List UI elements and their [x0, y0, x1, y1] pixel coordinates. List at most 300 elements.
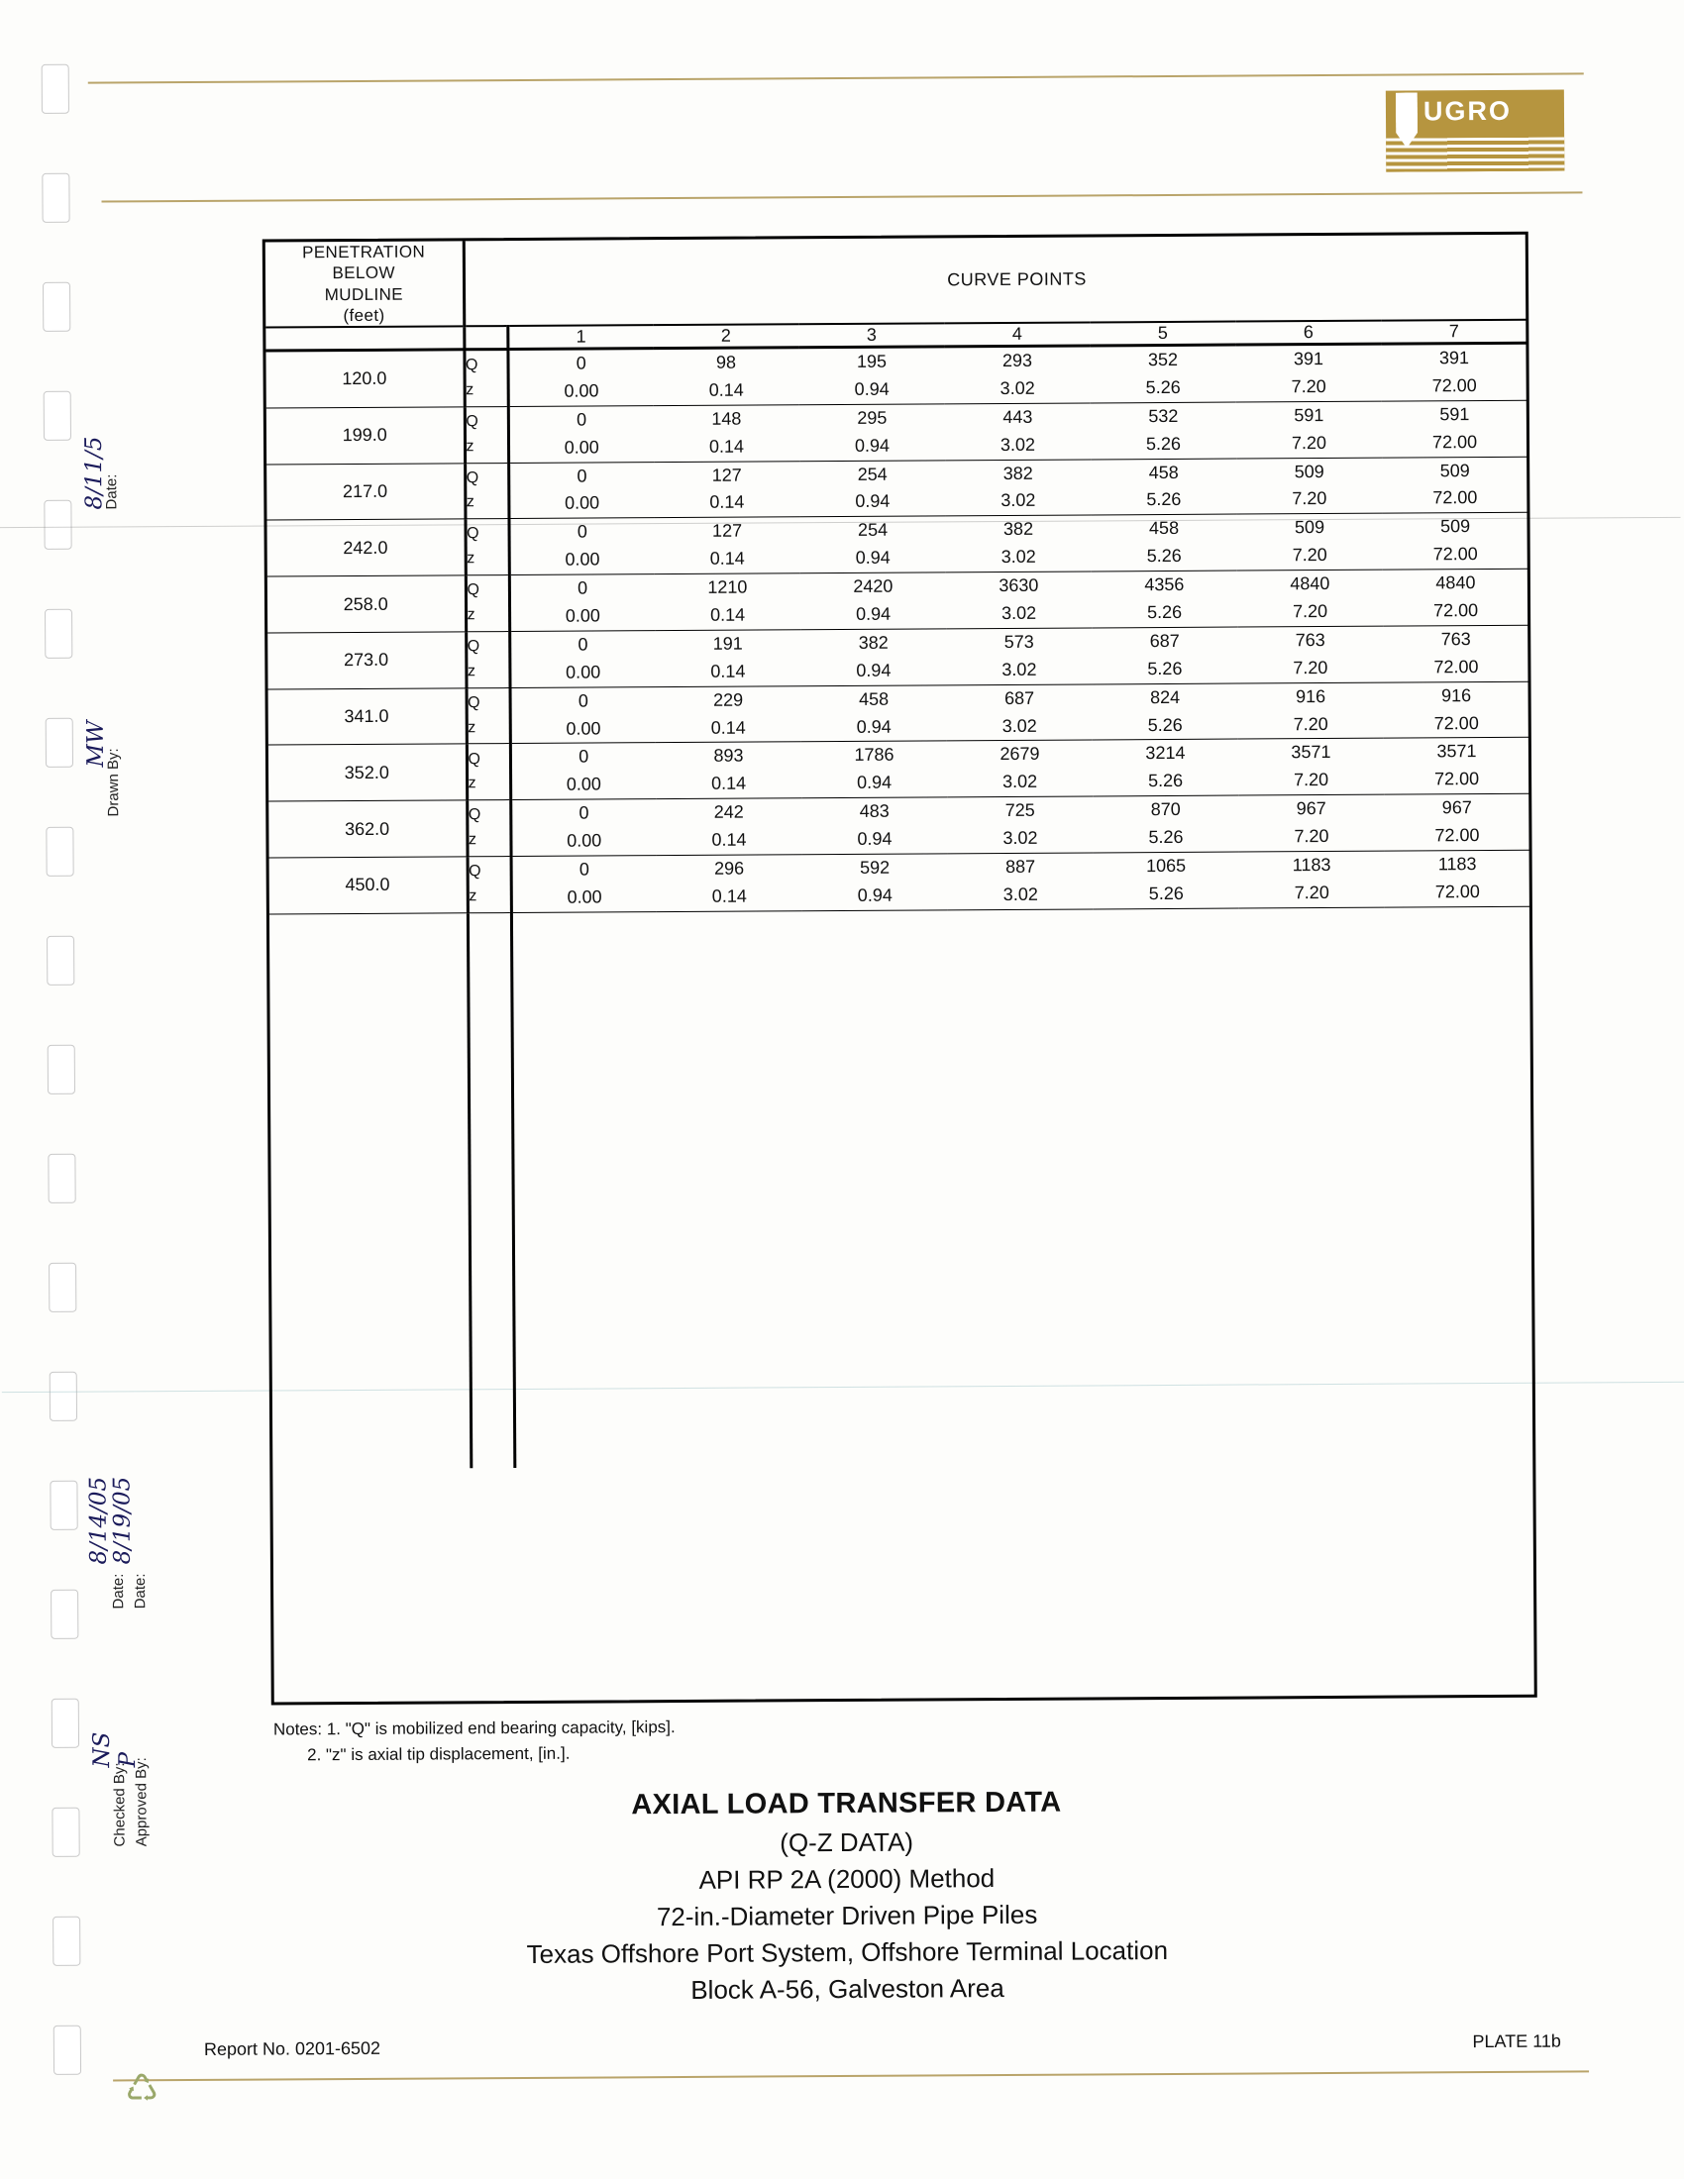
value-z: 0.00 — [564, 437, 599, 458]
value-q: 2679 — [1000, 744, 1040, 765]
label-z: z — [467, 606, 475, 624]
header-point-1: 1 — [507, 325, 653, 349]
value-z: 0.14 — [709, 548, 745, 570]
value-z: 7.20 — [1294, 882, 1329, 903]
value-z: 0.94 — [855, 547, 891, 569]
label-q: Q — [465, 357, 478, 374]
margin-approvedby-handwriting: P — [115, 1751, 142, 1768]
value-q: 916 — [1441, 684, 1472, 705]
margin-approvedby-label: Approved By: — [133, 1757, 151, 1847]
value-q: 296 — [714, 858, 745, 879]
header-point-7: 7 — [1381, 320, 1526, 344]
table-row — [268, 738, 1529, 802]
value-z: 0.00 — [566, 774, 601, 795]
value-q: 2420 — [853, 575, 894, 597]
label-z: z — [466, 381, 474, 399]
value-q: 382 — [1002, 519, 1034, 540]
value-q: 1183 — [1437, 854, 1477, 875]
header-qz-spacer — [464, 241, 508, 326]
value-q: 0 — [576, 353, 586, 373]
value-z: 5.26 — [1147, 714, 1183, 735]
cell-penetration-depth: 362.0 — [268, 800, 467, 858]
cell-curve-point-4 — [945, 460, 1091, 517]
cell-curve-point-6 — [1236, 514, 1382, 572]
value-z: 0.14 — [711, 885, 747, 906]
cell-curve-point-3 — [800, 572, 946, 630]
value-z: 0.94 — [854, 435, 891, 456]
label-z: z — [467, 663, 475, 680]
cell-curve-point-7 — [1382, 513, 1527, 571]
value-z: 0.14 — [710, 661, 746, 681]
cell-qz-labels — [465, 463, 508, 519]
value-q: 4840 — [1435, 572, 1476, 593]
value-q: 687 — [1149, 630, 1180, 651]
report-number: Report No. 0201-6502 — [203, 2037, 381, 2059]
value-z: 0.00 — [565, 492, 600, 514]
margin-date-handwriting: 8/11/5 — [80, 436, 108, 510]
value-q: 483 — [859, 800, 890, 822]
cell-curve-point-7 — [1383, 569, 1528, 626]
value-z: 7.20 — [1293, 713, 1328, 734]
value-z: 72.00 — [1433, 712, 1479, 733]
cell-penetration-depth: 273.0 — [267, 632, 466, 689]
cell-penetration-depth: 450.0 — [269, 857, 468, 914]
title-block — [4, 1783, 1684, 2010]
cell-curve-point-2 — [654, 461, 799, 518]
value-z: 5.26 — [1145, 376, 1181, 398]
label-q: Q — [468, 694, 480, 712]
label-z: z — [469, 887, 477, 905]
cell-curve-point-2 — [655, 573, 800, 631]
cell-qz-labels — [465, 406, 508, 463]
cell-curve-point-2 — [656, 798, 801, 856]
value-z: 0.94 — [857, 773, 893, 793]
value-q: 532 — [1148, 405, 1179, 426]
value-z: 7.20 — [1294, 826, 1329, 847]
value-q: 3571 — [1291, 742, 1331, 763]
cell-curve-point-3 — [799, 460, 945, 517]
value-z: 0.14 — [711, 829, 747, 850]
header-curve-points: CURVE POINTS — [507, 235, 1527, 326]
cell-curve-point-7 — [1383, 681, 1528, 739]
value-q: 293 — [1001, 350, 1033, 370]
value-z: 0.14 — [710, 717, 746, 738]
table-row — [268, 681, 1529, 746]
cell-curve-point-1 — [508, 405, 654, 463]
cell-curve-point-6 — [1236, 458, 1382, 515]
cell-curve-point-2 — [657, 855, 802, 912]
value-z: 0.94 — [856, 716, 892, 737]
footer-rule — [113, 2070, 1589, 2081]
value-z: 0.94 — [855, 491, 891, 512]
margin-annotations — [80, 301, 159, 1846]
value-q: 0 — [577, 409, 587, 430]
value-q: 191 — [712, 633, 743, 654]
recycle-icon: ♺ — [125, 2068, 159, 2111]
cell-qz-labels — [466, 631, 509, 687]
cell-curve-point-1 — [509, 631, 655, 688]
value-z: 5.26 — [1145, 433, 1182, 454]
value-q: 573 — [1003, 631, 1034, 652]
value-q: 591 — [1294, 404, 1324, 425]
value-z: 0.14 — [709, 604, 746, 625]
value-q: 0 — [578, 634, 588, 655]
value-z: 72.00 — [1431, 374, 1477, 396]
title-line-5: Texas Offshore Port System, Offshore Terminal Location — [526, 1935, 1169, 1969]
value-z: 72.00 — [1434, 769, 1480, 789]
value-z: 0.00 — [566, 662, 601, 682]
value-q: 4840 — [1290, 573, 1330, 594]
value-z: 0.00 — [566, 718, 601, 739]
fugro-logo — [1386, 90, 1564, 172]
cell-curve-point-4 — [946, 628, 1092, 685]
cell-penetration-depth: 341.0 — [268, 687, 467, 745]
cell-curve-point-6 — [1235, 344, 1381, 402]
margin-drawnby-handwriting: MW — [82, 720, 109, 768]
cell-curve-point-3 — [801, 797, 947, 855]
cell-penetration-depth: 352.0 — [268, 744, 467, 801]
table-row — [269, 850, 1530, 914]
cell-curve-point-5 — [1093, 795, 1238, 853]
header-point-3: 3 — [798, 323, 944, 347]
cell-curve-point-2 — [655, 630, 800, 687]
value-z: 5.26 — [1147, 658, 1183, 678]
value-z: 7.20 — [1292, 545, 1327, 566]
cell-curve-point-6 — [1236, 401, 1382, 459]
value-z: 0.00 — [564, 380, 599, 401]
label-q: Q — [468, 750, 480, 768]
value-q: 254 — [857, 520, 889, 541]
value-z: 0.94 — [857, 828, 893, 850]
title-line-6: Block A-56, Galveston Area — [690, 1973, 1004, 2005]
margin-checked-date-label: Date: — [109, 1573, 128, 1610]
label-z: z — [466, 437, 474, 455]
value-q: 509 — [1439, 460, 1470, 480]
cell-curve-point-7 — [1384, 738, 1529, 795]
value-q: 458 — [858, 688, 890, 709]
value-z: 72.00 — [1433, 656, 1479, 677]
value-q: 0 — [579, 747, 589, 768]
table-header-row-top — [265, 235, 1527, 328]
cell-curve-point-7 — [1382, 400, 1527, 458]
table-empty-region — [269, 906, 1533, 1469]
header-point-2: 2 — [653, 324, 798, 348]
label-q: Q — [466, 413, 478, 431]
value-q: 0 — [577, 466, 587, 486]
cell-curve-point-1 — [510, 743, 656, 800]
value-z: 0.00 — [565, 549, 600, 570]
cell-curve-point-3 — [799, 404, 945, 462]
label-z: z — [468, 718, 476, 736]
label-q: Q — [469, 863, 481, 881]
table-row — [268, 794, 1529, 859]
value-q: 391 — [1438, 348, 1470, 368]
cell-penetration-depth: 120.0 — [265, 350, 464, 408]
header-point-4: 4 — [944, 322, 1090, 346]
cell-curve-point-6 — [1238, 682, 1384, 740]
value-q: 127 — [711, 465, 742, 485]
table-row — [266, 457, 1527, 521]
cell-curve-point-3 — [799, 516, 945, 573]
value-q: 229 — [713, 689, 744, 710]
cell-curve-point-4 — [947, 684, 1093, 742]
cell-curve-point-5 — [1092, 627, 1237, 684]
value-z: 72.00 — [1434, 881, 1480, 902]
value-q: 148 — [711, 408, 742, 429]
cell-curve-point-5 — [1090, 345, 1235, 403]
value-z: 72.00 — [1431, 431, 1478, 453]
table-row — [266, 513, 1527, 577]
value-q: 391 — [1293, 349, 1324, 369]
cell-curve-point-4 — [946, 572, 1092, 629]
value-q: 0 — [577, 521, 587, 542]
cell-curve-point-3 — [801, 685, 947, 743]
value-z: 7.20 — [1293, 657, 1328, 678]
title-line-4: 72-in.-Diameter Driven Pipe Piles — [656, 1899, 1038, 1932]
cell-curve-point-4 — [945, 403, 1091, 461]
cell-qz-labels — [467, 800, 510, 857]
cell-curve-point-5 — [1093, 683, 1238, 741]
header-spacer-left — [265, 326, 464, 351]
value-q: 725 — [1004, 800, 1035, 821]
value-z: 0.94 — [854, 378, 890, 399]
cell-curve-point-4 — [944, 346, 1090, 404]
value-z: 3.02 — [1000, 547, 1036, 568]
value-q: 870 — [1150, 799, 1181, 820]
cell-curve-point-4 — [947, 740, 1093, 797]
value-q: 967 — [1296, 798, 1326, 819]
value-z: 5.26 — [1146, 489, 1182, 510]
title-line-1: AXIAL LOAD TRANSFER DATA — [631, 1786, 1062, 1821]
title-line-2: (Q-Z DATA) — [780, 1826, 914, 1858]
margin-date-label: Date: — [103, 473, 121, 510]
value-z: 0.14 — [708, 379, 744, 400]
value-q: 916 — [1295, 685, 1326, 706]
cell-curve-point-2 — [656, 685, 801, 743]
value-z: 3.02 — [1000, 490, 1036, 511]
header-point-5: 5 — [1090, 322, 1235, 346]
cell-penetration-depth: 242.0 — [266, 519, 465, 576]
cell-qz-labels — [468, 857, 511, 913]
cell-curve-point-5 — [1093, 740, 1238, 797]
value-z: 5.26 — [1148, 827, 1184, 848]
cell-curve-point-1 — [509, 574, 655, 632]
value-q: 824 — [1149, 686, 1181, 707]
cell-curve-point-5 — [1091, 402, 1236, 460]
value-z: 72.00 — [1432, 600, 1479, 621]
value-q: 1210 — [707, 576, 748, 597]
margin-drawnby-label: Drawn By: — [104, 748, 123, 817]
cell-curve-point-2 — [653, 348, 798, 406]
cell-curve-point-1 — [510, 799, 656, 857]
cell-curve-point-3 — [800, 629, 946, 686]
value-z: 7.20 — [1294, 770, 1329, 790]
value-q: 458 — [1148, 518, 1180, 539]
value-z: 5.26 — [1148, 883, 1184, 904]
value-q: 458 — [1148, 462, 1179, 482]
value-q: 0 — [579, 802, 589, 823]
value-q: 0 — [578, 577, 588, 598]
label-z: z — [466, 493, 474, 511]
value-q: 382 — [858, 632, 889, 653]
cell-curve-point-2 — [656, 742, 801, 799]
value-q: 195 — [856, 351, 888, 371]
value-q: 3571 — [1436, 741, 1477, 762]
value-q: 295 — [857, 407, 888, 428]
value-q: 0 — [579, 859, 589, 880]
value-z: 5.26 — [1148, 771, 1184, 791]
cell-qz-labels — [466, 575, 509, 632]
value-q: 1183 — [1292, 855, 1331, 876]
label-q: Q — [466, 468, 479, 486]
value-z: 5.26 — [1146, 601, 1183, 623]
value-q: 352 — [1147, 349, 1179, 370]
table-row — [266, 400, 1527, 465]
value-z: 0.94 — [856, 660, 892, 680]
margin-checkedby-handwriting: NS — [88, 1731, 116, 1768]
cell-qz-labels — [464, 350, 507, 407]
value-q: 509 — [1439, 516, 1471, 537]
value-z: 72.00 — [1434, 825, 1480, 846]
label-q: Q — [467, 525, 479, 543]
value-z: 3.02 — [1002, 772, 1038, 792]
margin-checked-date-handwriting: 8/14/05 — [85, 1476, 112, 1565]
label-q: Q — [467, 638, 480, 656]
value-z: 3.02 — [1000, 434, 1036, 455]
notes-block — [273, 1715, 676, 1767]
value-q: 763 — [1295, 629, 1325, 651]
value-q: 967 — [1441, 797, 1472, 818]
cell-curve-point-1 — [510, 686, 656, 744]
value-q: 0 — [578, 690, 588, 711]
value-q: 1786 — [854, 745, 895, 766]
label-z: z — [468, 831, 477, 849]
cell-curve-point-4 — [945, 515, 1091, 572]
table-row — [267, 625, 1528, 689]
table-row — [267, 569, 1528, 633]
value-z: 3.02 — [1000, 602, 1037, 624]
value-z: 7.20 — [1292, 601, 1328, 622]
cell-curve-point-6 — [1238, 739, 1384, 796]
cell-curve-point-3 — [801, 741, 947, 798]
value-z: 0.94 — [857, 884, 893, 905]
header-rule-bottom — [102, 191, 1583, 202]
note-line-2: 2. "z" is axial tip displacement, [in.]. — [307, 1743, 571, 1764]
value-q: 382 — [1002, 463, 1033, 483]
value-q: 887 — [1005, 856, 1036, 878]
value-z: 0.00 — [567, 886, 602, 907]
axial-load-transfer-table — [263, 232, 1537, 1706]
value-q: 509 — [1294, 461, 1324, 481]
value-z: 0.14 — [709, 492, 745, 513]
value-q: 893 — [713, 746, 744, 767]
label-q: Q — [468, 806, 481, 824]
value-q: 592 — [860, 857, 891, 878]
value-q: 4356 — [1144, 574, 1185, 595]
header-rule-top — [88, 72, 1584, 83]
cell-curve-point-2 — [654, 405, 799, 463]
value-z: 7.20 — [1291, 432, 1327, 453]
fugro-logo-text: UGRO — [1422, 95, 1513, 127]
cell-curve-point-3 — [802, 854, 948, 911]
header-penetration: PENETRATION BELOW MUDLINE (feet) — [265, 241, 465, 327]
value-q: 242 — [713, 801, 744, 823]
cell-curve-point-6 — [1238, 794, 1384, 852]
value-z: 72.00 — [1432, 544, 1478, 565]
table-row — [265, 343, 1526, 408]
cell-curve-point-5 — [1091, 514, 1236, 572]
cell-curve-point-2 — [654, 517, 799, 574]
cell-curve-point-6 — [1239, 851, 1385, 908]
title-line-3: API RP 2A (2000) Method — [698, 1863, 996, 1895]
value-z: 72.00 — [1432, 487, 1478, 508]
cell-curve-point-6 — [1237, 570, 1383, 627]
header-point-6: 6 — [1235, 321, 1381, 345]
cell-curve-point-7 — [1383, 625, 1528, 682]
cell-curve-point-3 — [798, 347, 944, 405]
value-q: 1065 — [1146, 855, 1187, 877]
cell-curve-point-5 — [1094, 852, 1239, 909]
label-z: z — [467, 550, 475, 568]
value-z: 0.00 — [567, 830, 602, 851]
cell-qz-labels — [465, 519, 508, 575]
value-z: 7.20 — [1291, 375, 1326, 397]
margin-checkedby-label: Checked By: — [111, 1762, 129, 1847]
cell-curve-point-1 — [511, 856, 657, 913]
value-z: 3.02 — [1001, 659, 1037, 679]
margin-approved-date-label: Date: — [131, 1573, 150, 1610]
value-q: 591 — [1439, 403, 1470, 425]
value-z: 7.20 — [1292, 488, 1327, 509]
value-z: 0.14 — [708, 436, 745, 457]
value-q: 98 — [715, 352, 737, 372]
value-q: 3630 — [999, 574, 1039, 596]
cell-curve-point-1 — [508, 462, 654, 519]
value-z: 3.02 — [1000, 377, 1035, 398]
value-z: 5.26 — [1146, 546, 1182, 567]
cell-qz-labels — [467, 744, 510, 800]
cell-curve-point-6 — [1237, 626, 1383, 683]
cell-penetration-depth: 199.0 — [266, 407, 465, 465]
header-spacer-qz — [464, 326, 507, 350]
cell-penetration-depth: 258.0 — [267, 575, 466, 633]
cell-curve-point-1 — [508, 518, 654, 575]
plate-number: PLATE 11b — [1472, 2030, 1561, 2052]
value-z: 3.02 — [1001, 715, 1037, 736]
cell-curve-point-7 — [1382, 457, 1527, 514]
value-q: 687 — [1003, 687, 1035, 708]
label-q: Q — [467, 581, 479, 599]
cell-curve-point-7 — [1381, 343, 1526, 401]
cell-curve-point-4 — [947, 796, 1093, 854]
value-q: 763 — [1440, 629, 1471, 650]
cell-curve-point-5 — [1091, 459, 1236, 516]
cell-curve-point-7 — [1384, 794, 1529, 852]
value-z: 0.00 — [565, 605, 600, 626]
value-q: 3214 — [1145, 743, 1186, 764]
cell-curve-point-1 — [507, 349, 653, 407]
value-z: 3.02 — [1002, 884, 1038, 904]
value-q: 127 — [711, 520, 743, 542]
cell-qz-labels — [467, 687, 510, 744]
value-z: 3.02 — [1002, 827, 1038, 849]
value-q: 509 — [1294, 517, 1325, 538]
label-z: z — [468, 775, 476, 792]
value-q: 254 — [857, 464, 888, 484]
value-q: 443 — [1002, 406, 1033, 427]
cell-curve-point-4 — [948, 853, 1094, 910]
value-z: 0.94 — [855, 603, 892, 624]
